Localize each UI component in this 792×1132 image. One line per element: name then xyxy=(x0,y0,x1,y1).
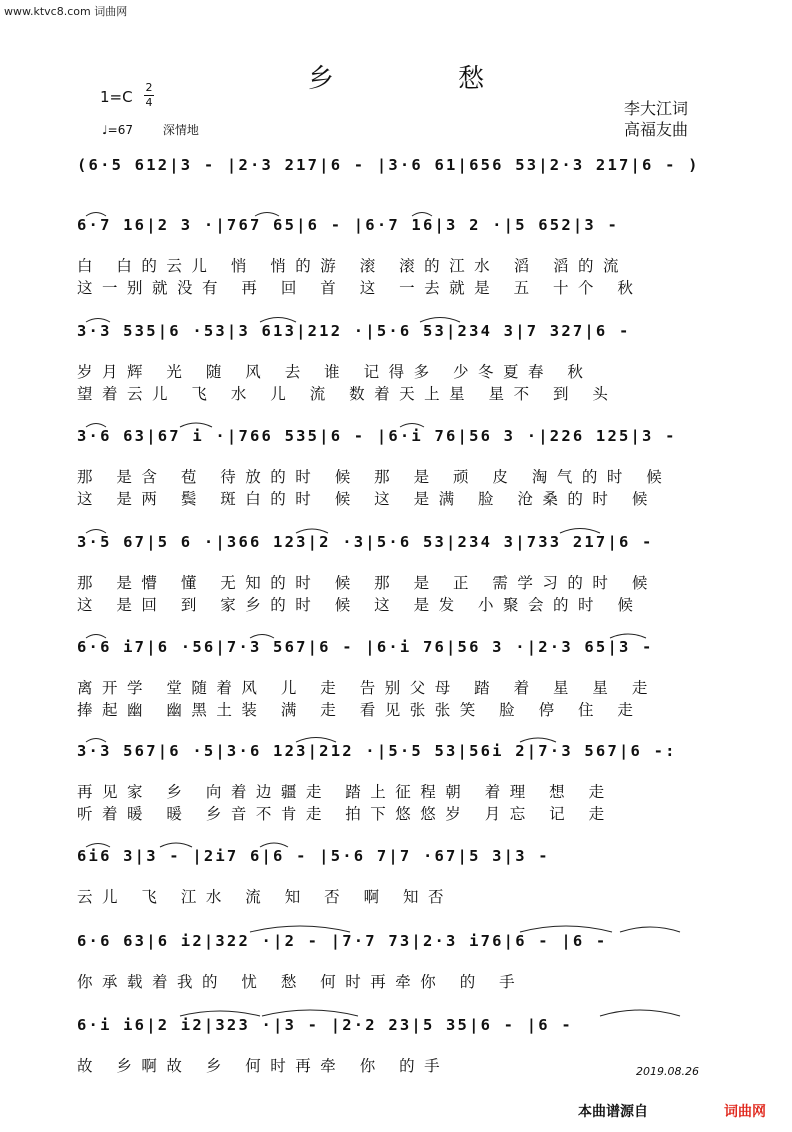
lyric-line: 白 白的云儿 悄 悄的游 滚 滚的江水 滔 滔的流 xyxy=(77,257,628,275)
lyric-line: 那 是含 苞 待放的时 候 那 是 顽 皮 淘气的时 候 xyxy=(77,468,672,486)
lyric-line: 那 是懵 懂 无知的时 候 那 是 正 需学习的时 候 xyxy=(77,574,657,592)
lyric-line: 听着暖 暖 乡音不肯走 拍下悠悠岁 月忘 记 走 xyxy=(77,805,614,823)
song-title: 乡 愁 xyxy=(307,64,543,94)
lyric-line: 再见家 乡 向着边疆走 踏上征程朝 着理 想 走 xyxy=(77,783,614,801)
lyric-line: 这 是回 到 家乡的时 候 这 是发 小聚会的时 候 xyxy=(77,596,643,614)
notation-line: (6·5 612|3 - |2·3 217|6 - |3·6 61|656 53|2·3 217|6 - ) xyxy=(77,156,700,174)
key-signature: 1=C xyxy=(100,88,133,106)
notation-line: 6·6 63|6 i2|322 ·|2 - |7·7 73|2·3 i76|6 - |6 - xyxy=(77,932,608,950)
site-watermark: www.ktvc8.com 词曲网 xyxy=(4,5,128,18)
lyricist-credit: 李大江词 xyxy=(624,99,689,118)
time-signature-bottom: 4 xyxy=(145,96,153,109)
lyric-line: 岁月辉 光 随 风 去 谁 记得多 少冬夏春 秋 xyxy=(77,363,593,381)
footer-brand[interactable]: 词曲网 xyxy=(724,1104,766,1120)
notation-line: 3·3 567|6 ·5|3·6 123|212 ·|5·5 53|56i 2|7·3 567|6 -: xyxy=(77,742,677,760)
composer-credit: 高福友曲 xyxy=(624,120,689,139)
notation-line: 3·3 535|6 ·53|3 613|212 ·|5·6 53|234 3|7 327|6 - xyxy=(77,322,631,340)
tempo-value: ♩=67 xyxy=(102,123,133,137)
lyric-line: 捧起幽 幽黑土装 满 走 看见张张笑 脸 停 住 走 xyxy=(77,701,643,719)
lyric-line: 故 乡啊故 乡 何时再牵 你 的手 xyxy=(77,1057,450,1075)
notation-line: 3·6 63|67 i ·|766 535|6 - |6·i 76|56 3 ·|226 125|3 - xyxy=(77,427,677,445)
notation-line: 3·5 67|5 6 ·|366 123|2 ·3|5·6 53|234 3|733 217|6 - xyxy=(77,533,654,551)
notation-line: 6·6 i7|6 ·56|7·3 567|6 - |6·i 76|56 3 ·|2·3 65|3 - xyxy=(77,638,654,656)
footer-source-label: 本曲谱源自 xyxy=(578,1104,648,1120)
lyric-line: 离开学 堂随着风 儿 走 告别父母 踏 着 星 星 走 xyxy=(77,679,657,697)
notation-line: 6i6 3|3 - |2i7 6|6 - |5·6 7|7 ·67|5 3|3 - xyxy=(77,847,550,865)
lyric-line: 你承载着我的 忧 愁 何时再牵你 的 手 xyxy=(77,973,525,991)
date-stamp: 2019.08.26 xyxy=(636,1065,699,1078)
notation-line: 6·i i6|2 i2|323 ·|3 - |2·2 23|5 35|6 - |6 - xyxy=(77,1016,573,1034)
notation-line: 6·7 16|2 3 ·|767 65|6 - |6·7 16|3 2 ·|5 652|3 - xyxy=(77,216,619,234)
lyric-line: 云儿 飞 江水 流 知 否 啊 知否 xyxy=(77,888,453,906)
lyric-line: 这一别就没有 再 回 首 这 一去就是 五 十个 秋 xyxy=(77,279,643,297)
expression-marking: 深情地 xyxy=(162,123,199,137)
time-signature-top: 2 xyxy=(145,81,153,94)
lyric-line: 望着云儿 飞 水 儿 流 数着天上星 星不 到 头 xyxy=(77,385,618,403)
lyric-line: 这 是两 鬓 斑白的时 候 这 是满 脸 沧桑的时 候 xyxy=(77,490,657,508)
